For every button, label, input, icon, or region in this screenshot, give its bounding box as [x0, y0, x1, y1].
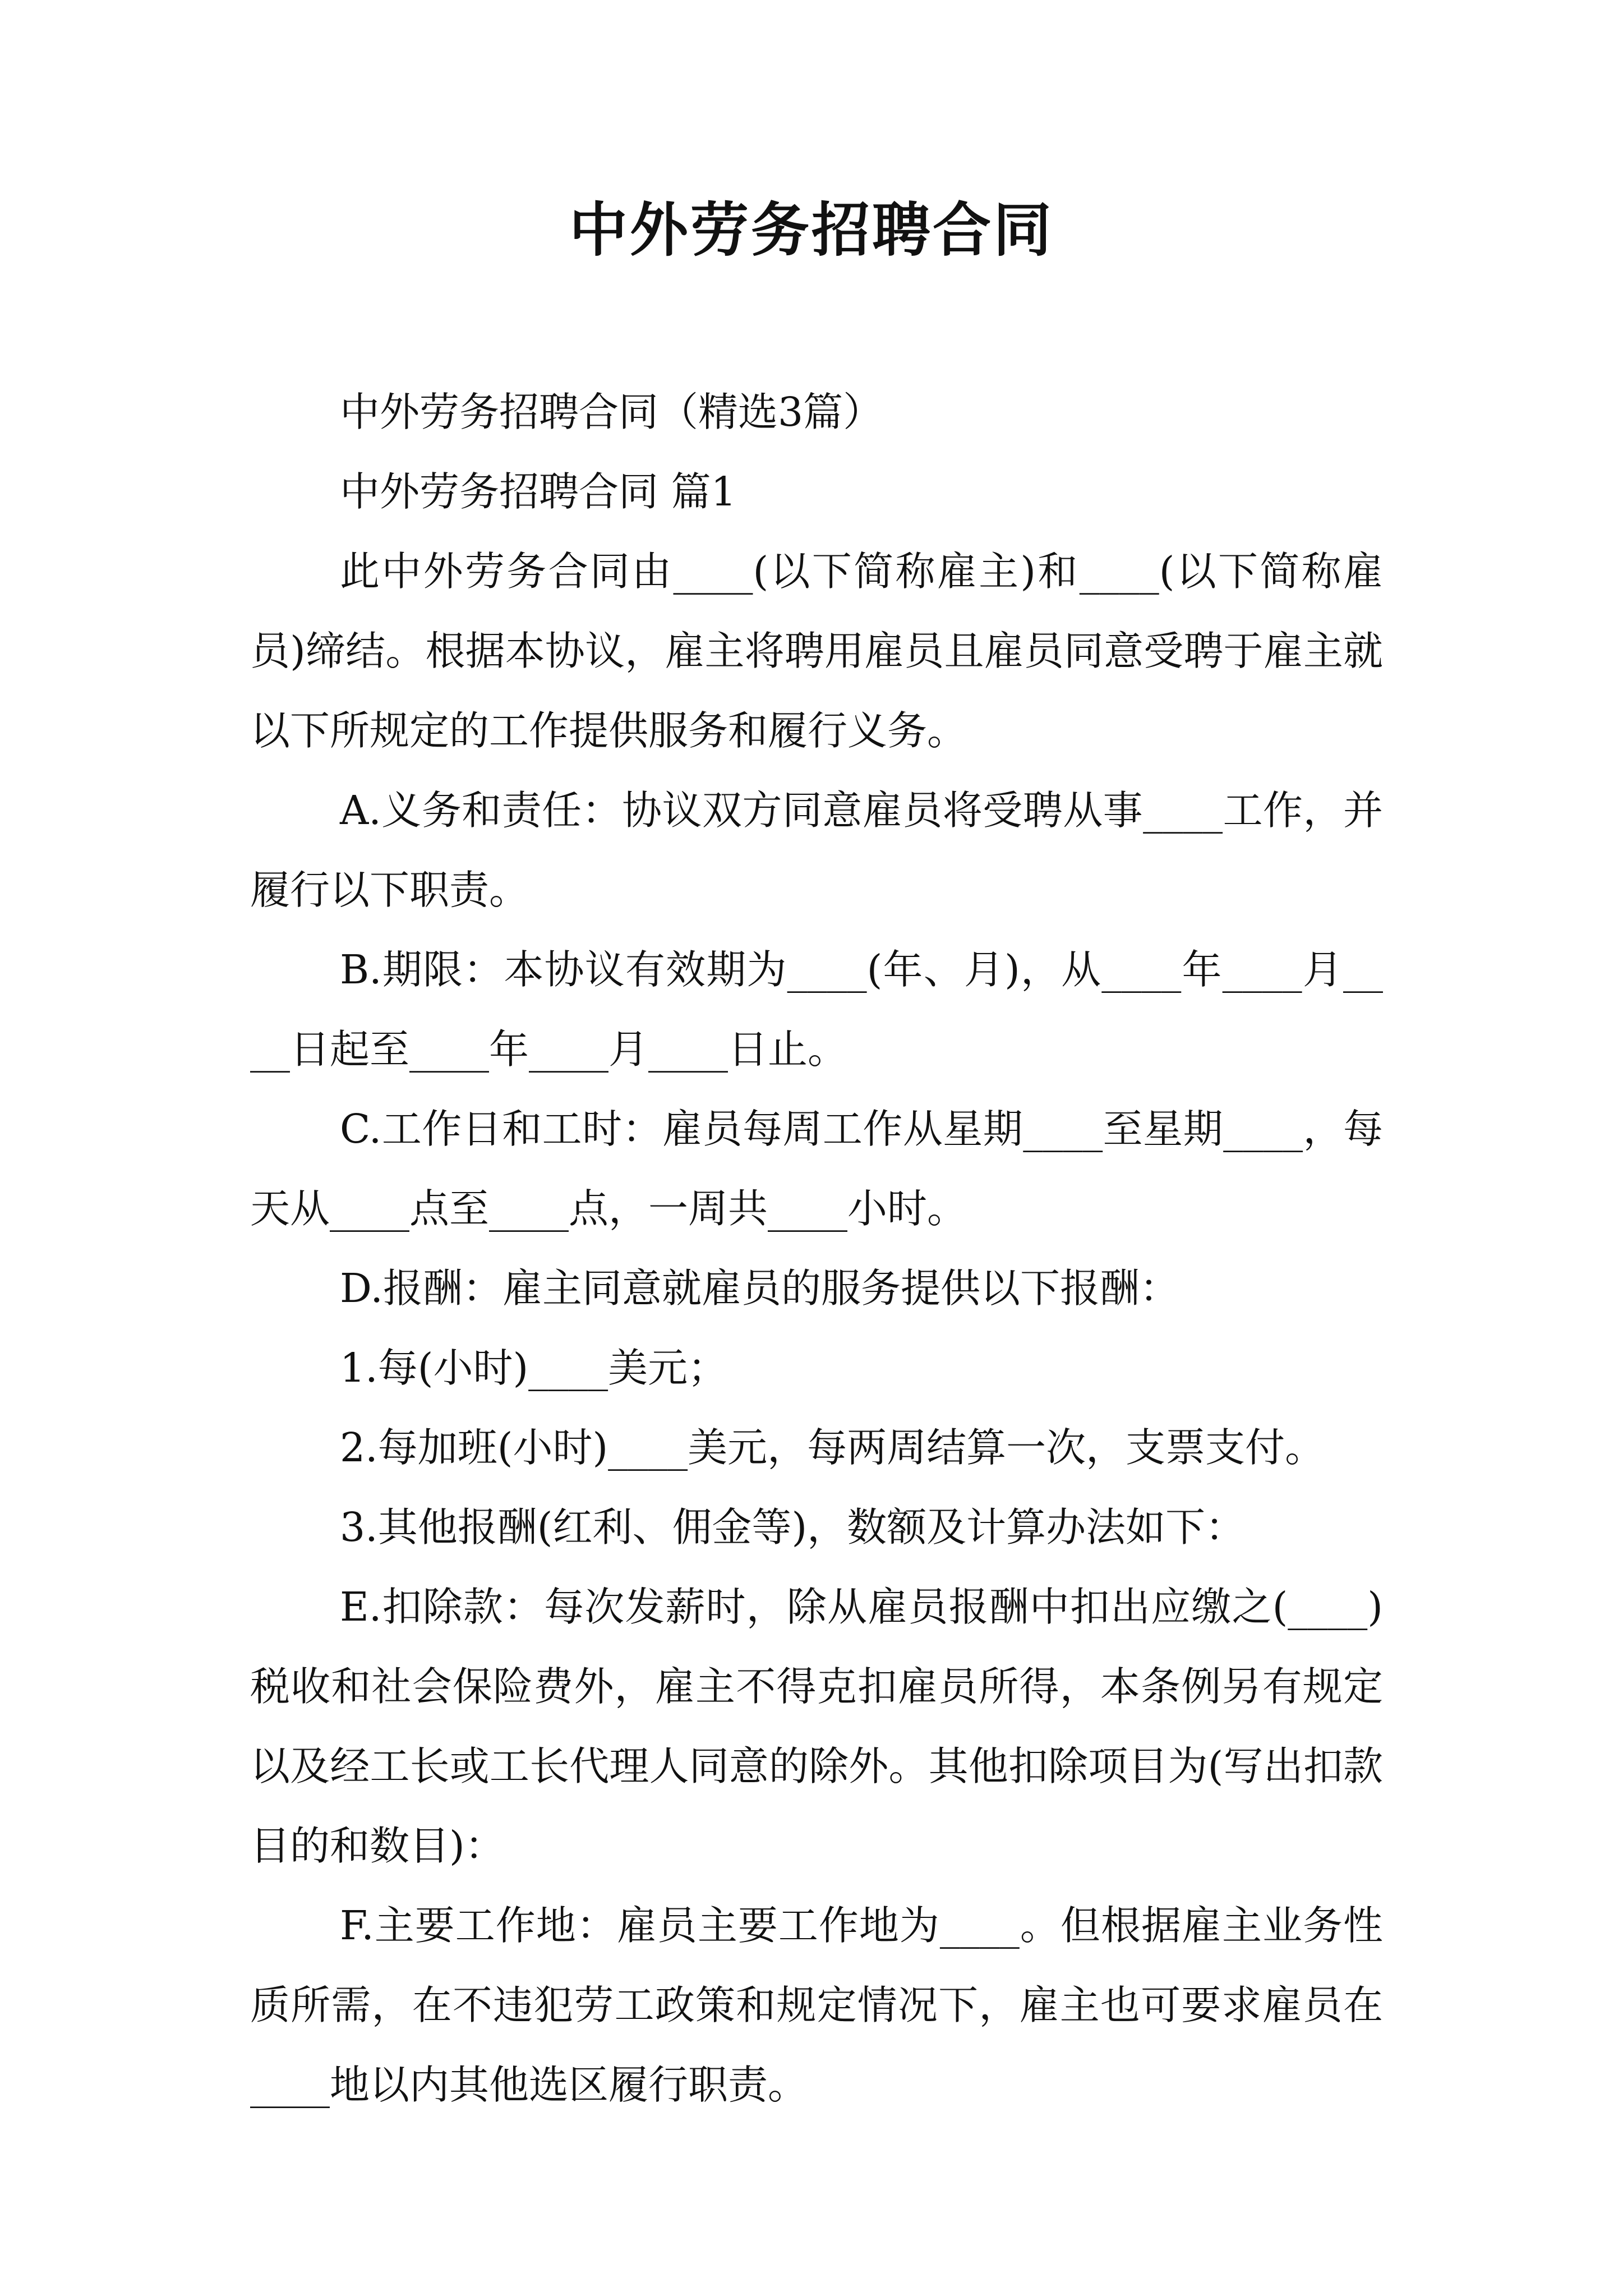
document-body [250, 372, 1383, 2125]
remuneration-item-3: 3.其他报酬(红利、佣金等)，数额及计算办法如下： [340, 1504, 1246, 1550]
clause-c-working-hours: C.工作日和工时：雇员每周工作从星期____至星期____，每天从____点至____点，一周共____小时。 [250, 1106, 1383, 1232]
contract-intro-paragraph: 此中外劳务合同由____(以下简称雇主)和____(以下简称雇员)缔结。根据本协议，雇主将聘用雇员且雇员同意受聘于雇主就以下所规定的工作提供服务和履行义务。 [250, 548, 1383, 754]
clause-e-deductions: E.扣除款：每次发薪时，除从雇员报酬中扣出应缴之(____)税收和社会保险费外，雇主不得克扣雇员所得，本条例另有规定以及经工长或工长代理人同意的除外。其他扣除项目为(写出扣款目的和数目)： [250, 1584, 1383, 1869]
remuneration-item-2: 2.每加班(小时)____美元，每两周结算一次，支票支付。 [340, 1424, 1325, 1471]
clause-f-workplace: F.主要工作地：雇员主要工作地为____。但根据雇主业务性质所需，在不违犯劳工政策和规定情况下，雇主也可要求雇员在____地以内其他选区履行职责。 [250, 1902, 1383, 2108]
subtitle-selected-three: 中外劳务招聘合同（精选3篇） [340, 389, 883, 435]
remuneration-item-1: 1.每(小时)____美元； [340, 1345, 728, 1391]
clause-b-term: B.期限：本协议有效期为____(年、月)，从____年____月____日起至____年____月____日止。 [250, 946, 1383, 1073]
document-title: 中外劳务招聘合同 [569, 195, 1054, 264]
clause-d-remuneration: D.报酬：雇主同意就雇员的服务提供以下报酬： [340, 1265, 1179, 1312]
clause-a-duties: A.义务和责任：协议双方同意雇员将受聘从事____工作，并履行以下职责。 [250, 787, 1383, 913]
section-heading-1: 中外劳务招聘合同 篇1 [340, 468, 736, 515]
